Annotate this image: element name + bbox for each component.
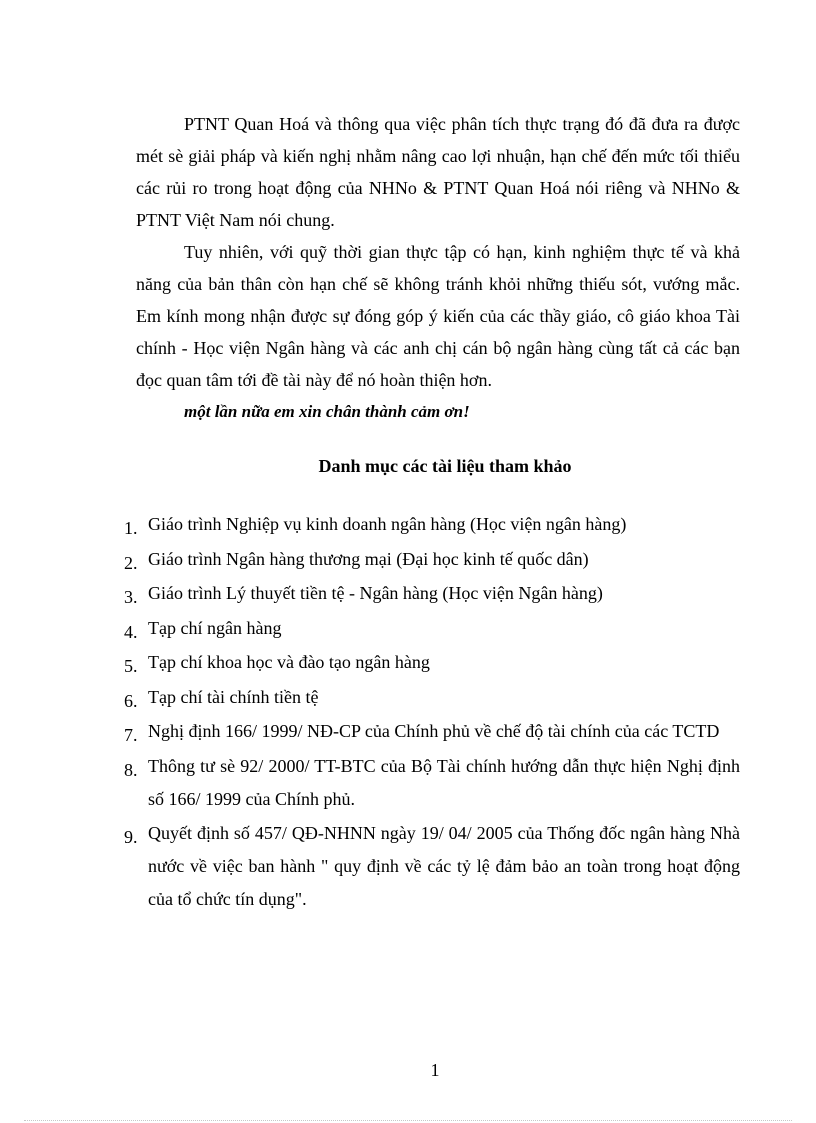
reference-number: 8. (124, 759, 138, 780)
reference-number: 5. (124, 656, 138, 676)
reference-text: Tạp chí khoa học và đào tạo ngân hàng (148, 652, 430, 672)
page-content (124, 108, 740, 918)
reference-text: Tạp chí ngân hàng (148, 617, 282, 638)
conclusion-paragraph-2: Tuy nhiên, với quỹ thời gian thực tập có hạn, kinh nghiệm thực tế và khả năng của bản thân còn hạn chế sẽ không tránh khỏi những thiếu sót, vướng mắc. Em kính mong nhận được sự đóng góp ý kiến của các thầy giáo, cô giáo khoa Tài chính - Học viện Ngân hàng và các anh chị cán bộ ngân hàng cùng tất cả các bạn đọc quan tâm tới đề tài này để nó hoàn thiện hơn. (136, 242, 740, 390)
reference-item (74, 646, 740, 679)
reference-text: Giáo trình Nghiệp vụ kinh doanh ngân hàng (Học viện ngân hàng) (148, 514, 627, 534)
reference-item (74, 817, 740, 916)
thanks-line: một lần nữa em xin chân thành cảm ơn! (184, 402, 470, 421)
reference-item (74, 577, 740, 610)
reference-text: Giáo trình Lý thuyết tiền tệ - Ngân hàng (Học viện Ngân hàng) (148, 583, 603, 603)
reference-number: 3. (124, 587, 138, 607)
reference-number: 4. (124, 621, 138, 642)
reference-number: 1. (124, 518, 138, 538)
conclusion-paragraph-1: PTNT Quan Hoá và thông qua việc phân tích thực trạng đó đã đưa ra được mét sè giải pháp và kiến nghị nhằm nâng cao lợi nhuận, hạn chế đến mức tối thiểu các rủi ro trong hoạt động của NHNo & PTNT Quan Hoá nói riêng và NHNo & PTNT Việt Nam nói chung. (136, 114, 740, 230)
reference-item (74, 750, 740, 816)
references-list (124, 508, 740, 916)
reference-text: Thông tư sè 92/ 2000/ TT-BTC của Bộ Tài chính hướng dẫn thực hiện Nghị định số 166/ 1999 của Chính phủ. (148, 755, 740, 809)
page-number: 1 (430, 1060, 440, 1080)
page-bottom-divider (24, 1120, 792, 1121)
reference-item (74, 715, 740, 748)
reference-text: Quyết định số 457/ QĐ-NHNN ngày 19/ 04/ 2005 của Thống đốc ngân hàng Nhà nước về việc ban hành " quy định về các tỷ lệ đảm bảo an toàn trong hoạt động của tổ chức tín dụng". (148, 823, 740, 909)
reference-number: 7. (124, 725, 138, 745)
reference-text: Tạp chí tài chính tiền tệ (148, 686, 319, 707)
reference-number: 6. (124, 690, 138, 711)
reference-text: Nghị định 166/ 1999/ NĐ-CP của Chính phủ về chế độ tài chính của các TCTD (148, 721, 720, 741)
references-title: Danh mục các tài liệu tham khảo (318, 456, 572, 476)
reference-text: Giáo trình Ngân hàng thương mại (Đại học kinh tế quốc dân) (148, 548, 589, 569)
reference-item (74, 543, 740, 576)
reference-item (74, 508, 740, 541)
reference-number: 9. (124, 827, 138, 847)
reference-item (74, 612, 740, 645)
reference-item (74, 681, 740, 714)
reference-number: 2. (124, 552, 138, 573)
